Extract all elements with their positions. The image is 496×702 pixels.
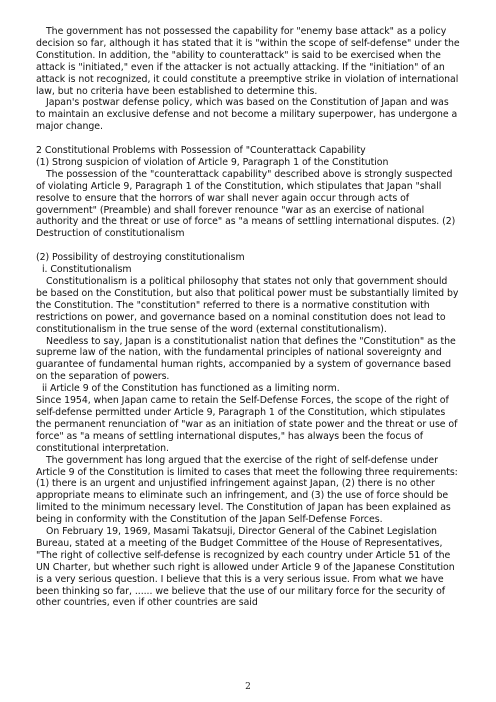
paragraph-postwar-policy: Japan's postwar defense policy, which was based on the Constitution of Japan and was to maintain an exclusive defense and not become a military superpower, has undergone a major change. <box>36 97 458 133</box>
heading-constitutionalism: i. Constitutionalism <box>42 264 132 276</box>
heading-article-9-limiting-norm: ii Article 9 of the Constitution has functioned as a limiting norm. <box>42 383 340 395</box>
spacer <box>36 133 460 145</box>
subsection-heading-2: (2) Possibility of destroying constitutionalism <box>36 252 245 264</box>
subsection-heading-1: (1) Strong suspicion of violation of Article 9, Paragraph 1 of the Constitution <box>36 156 389 168</box>
paragraph-constitutionalism: Constitutionalism is a political philosophy that states not only that government should be based on the Constitution, but also that political power must be substantially limited by the Constitution. The "constitution" referred to there is a normative constitution with restrictions on power, and governance based on a nominal constitution does not lead to constitutionalism in the true sense of the word (external constitutionalism). <box>36 276 459 335</box>
page-number: 2 <box>245 682 251 692</box>
paragraph-since-1954: Since 1954, when Japan came to retain the Self-Defense Forces, the scope of the right of self-defense permitted under Article 9, Paragraph 1 of the Constitution, which stipulates the permanent renunciation of "war as an initiation of state power and the threat or use of force" as "a means of settling international disputes," has always been the focus of constitutional interpretation. <box>36 395 458 454</box>
spacer <box>36 240 460 252</box>
section-heading-2: 2 Constitutional Problems with Possession of "Counterattack Capability <box>36 145 366 157</box>
paragraph-enemy-base-attack: The government has not possessed the capability for "enemy base attack" as a policy decision so far, although it has stated that it is "within the scope of self-defense" under the Constitution. In addition, the "ability to counterattack" is said to be exercised when the attack is "initiated," even if the attacker is not actually attacking. If the "initiation" of an attack is not recognized, it could constitute a preemptive strike in violation of international law, but no criteria have been established to determine this. <box>36 26 460 97</box>
paragraph-article-9-violation: The possession of the "counterattack capability" described above is strongly suspected of violating Article 9, Paragraph 1 of the Constitution, which stipulates that Japan "shall resolve to ensure that the horrors of war shall never again occur through acts of government" (Preamble) and shall forever renounce "war as an exercise of national authority and the threat or use of force" as "a means of settling international disputes. (2) Destruction of constitutionalism <box>36 168 456 240</box>
paragraph-japan-constitutionalist: Needless to say, Japan is a constitutionalist nation that defines the "Constitution" as the supreme law of the nation, with the fundamental principles of national sovereignty and guarantee of fundamental human rights, accompanied by a system of governance based on the separation of powers. <box>36 335 456 383</box>
paragraph-three-requirements: The government has long argued that the exercise of the right of self-defense under Article 9 of the Constitution is limited to cases that meet the following three requirements: (1) there is an urgent and unjustified infringement against Japan, (2) there is no other appropriate means to eliminate such an infringement, and (3) the use of force should be limited to the minimum necessary level. The Constitution of Japan has been explained as being in conformity with the Constitution of the Japan Self-Defense Forces. <box>36 454 458 526</box>
paragraph-takatsuji-statement: On February 19, 1969, Masami Takatsuji, Director General of the Cabinet Legislation Bureau, stated at a meeting of the Budget Committee of the House of Representatives, "The right of collective self-defense is recognized by each country under Article 51 of the UN Charter, but whether such right is allowed under Article 9 of the Japanese Constitution is a very serious question. I believe that this is a very serious issue. From what we have been thinking so far, ...... we believe that the use of our military force for the security of other countries, even if other countries are said <box>36 526 455 609</box>
